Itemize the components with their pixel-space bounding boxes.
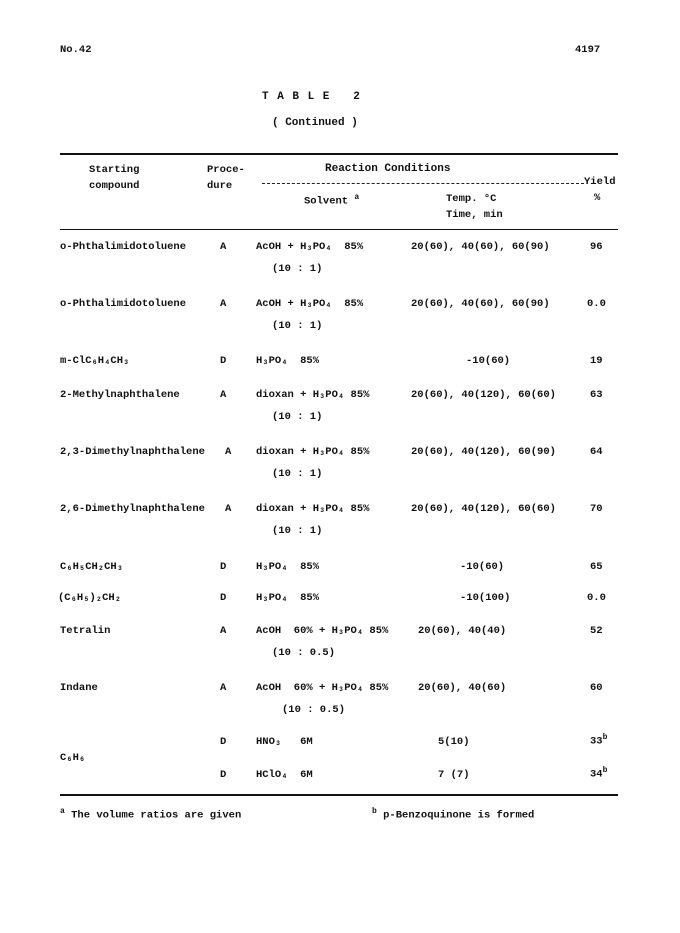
table-bottom-rule [60,794,618,796]
row-conditions: -10(60) [460,561,505,573]
row-yield: 65 [590,561,603,573]
row-conditions: 20(60), 40(40) [418,625,507,637]
row-yield: 52 [590,625,603,637]
row-compound: 2-Methylnaphthalene [60,389,180,401]
row-conditions: -10(100) [460,592,511,604]
table-header-rule [60,229,618,230]
row-procedure: D [220,736,227,748]
header-solvent [304,193,359,208]
row-procedure: A [220,625,227,637]
footnote-a [60,807,241,822]
page-number: 4197 [575,44,601,56]
row-yield-note: b [602,733,608,742]
row-conditions: 20(60), 40(60), 60(90) [411,298,550,310]
row-compound: Indane [60,682,98,694]
row-yield: 70 [590,503,603,515]
header-dure: dure [207,180,233,192]
row-procedure: D [220,769,227,781]
header-solvent-label: Solvent [304,195,349,208]
row-conditions: 20(60), 40(120), 60(90) [411,446,556,458]
header-time: Time, min [446,209,503,221]
row-compound: m-ClC₆H₄CH₃ [60,355,130,367]
row-solvent-ratio: (10 : 0.5) [282,704,346,716]
row-compound: o-Phthalimidotoluene [60,298,187,310]
footnote-b [372,807,534,822]
header-starting: Starting [89,164,140,176]
row-conditions: -10(60) [466,355,511,367]
row-solvent: AcOH + H₃PO₄ 85% [256,298,364,310]
row-yield: 96 [590,241,603,253]
row-solvent: H₃PO₄ 85% [256,592,320,604]
row-conditions: 5(10) [438,736,470,748]
row-yield: 0.0 [587,298,606,310]
reaction-conditions-rule [262,183,584,184]
row-solvent-ratio: (10 : 1) [272,411,323,423]
row-solvent: AcOH 60% + H₃PO₄ 85% [256,625,389,637]
header-compound: compound [89,180,140,192]
row-procedure: A [220,241,227,253]
row-solvent: dioxan + H₃PO₄ 85% [256,503,370,515]
header-temp-unit: °C [483,193,497,205]
row-conditions: 20(60), 40(120), 60(60) [411,503,556,515]
header-temp-label: Temp. [446,193,478,205]
row-yield: 64 [590,446,603,458]
row-solvent: HNO₃ 6M [256,736,313,748]
row-yield-value: 33 [590,735,603,748]
row-procedure: D [220,592,227,604]
row-compound: 2,6-Dimethylnaphthalene [60,503,205,515]
row-solvent-ratio: (10 : 1) [272,468,323,480]
row-yield [590,733,607,748]
row-yield-value: 34 [590,768,603,781]
row-compound: o-Phthalimidotoluene [60,241,187,253]
row-conditions: 20(60), 40(60), 60(90) [411,241,550,253]
row-yield: 60 [590,682,603,694]
row-conditions: 7 (7) [438,769,470,781]
row-yield-note: b [602,766,608,775]
header-solvent-note: a [354,193,360,202]
row-solvent: H₃PO₄ 85% [256,561,320,573]
row-yield [590,766,607,781]
row-solvent: dioxan + H₃PO₄ 85% [256,446,370,458]
row-procedure: A [220,389,227,401]
row-compound: 2,3-Dimethylnaphthalene [60,446,205,458]
row-conditions: 20(60), 40(120), 60(60) [411,389,556,401]
row-procedure: A [225,503,232,515]
header-procedure: Proce- [207,164,245,176]
header-reaction-conditions: Reaction Conditions [325,163,451,175]
row-procedure: A [225,446,232,458]
row-solvent-ratio: (10 : 1) [272,320,323,332]
table-title: T A B L E 2 [262,91,361,103]
row-compound: (C₆H₅)₂CH₂ [58,592,122,604]
header-yield-unit: % [594,192,601,204]
footnote-a-mark: a [60,807,65,816]
row-compound: Tetralin [60,625,111,637]
row-solvent: HClO₄ 6M [256,769,313,781]
row-procedure: D [220,561,227,573]
footnote-b-mark: b [372,807,377,816]
row-yield: 0.0 [587,592,606,604]
row-procedure: D [220,355,227,367]
row-solvent-ratio: (10 : 1) [272,263,323,275]
row-solvent-ratio: (10 : 1) [272,525,323,537]
table-continued: ( Continued ) [272,117,358,129]
row-procedure: A [220,298,227,310]
journal-number: No.42 [60,44,92,56]
row-conditions: 20(60), 40(60) [418,682,507,694]
header-yield: Yield [584,176,616,188]
row-compound: C₆H₅CH₂CH₃ [60,561,124,573]
row-solvent: AcOH + H₃PO₄ 85% [256,241,364,253]
row-solvent-ratio: (10 : 0.5) [272,647,336,659]
row-yield: 63 [590,389,603,401]
header-temp [446,193,496,205]
row-procedure: A [220,682,227,694]
footnote-a-text: The volume ratios are given [71,809,242,822]
row-yield: 19 [590,355,603,367]
table-top-rule [60,153,618,155]
row-solvent: AcOH 60% + H₃PO₄ 85% [256,682,389,694]
row-solvent: H₃PO₄ 85% [256,355,320,367]
footnote-b-text: p-Benzoquinone is formed [383,809,535,822]
row-compound: C₆H₆ [60,752,86,764]
row-solvent: dioxan + H₃PO₄ 85% [256,389,370,401]
